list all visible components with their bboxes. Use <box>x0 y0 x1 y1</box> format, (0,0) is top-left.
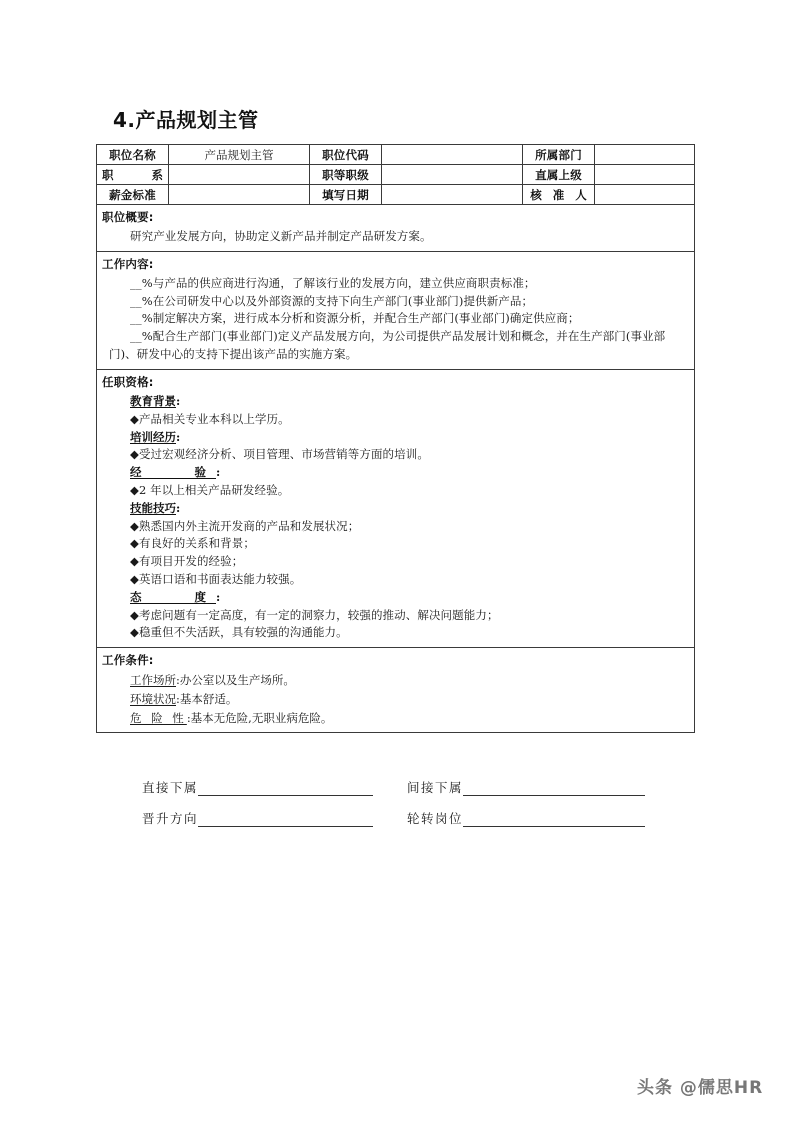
page-title: 4.产品规划主管 <box>113 108 259 132</box>
qualification-item: ◆考虑问题有一定高度，有一定的洞察力，较强的推动、解决问题能力； <box>130 607 499 622</box>
footer-fields <box>96 778 694 840</box>
qualification-item: ◆产品相关专业本科以上学历。 <box>130 411 290 426</box>
qualification-group-label-education: 教育背景: <box>130 393 181 408</box>
field-label-job-family: 职 系 <box>97 165 169 185</box>
footer-input-rotation[interactable] <box>463 815 645 827</box>
footer-row <box>96 778 694 796</box>
table-row <box>97 165 695 185</box>
field-value-approver[interactable] <box>595 185 695 205</box>
field-value-fill-date[interactable] <box>382 185 523 205</box>
duty-item <box>97 310 694 328</box>
qualification-item: ◆有项目开发的经验； <box>130 554 244 569</box>
duty-item <box>97 275 694 293</box>
qualification-group-label-experience: 经 验: <box>130 465 221 480</box>
field-label-fill-date: 填写日期 <box>310 185 382 205</box>
footer-label-promotion: 晋升方向 <box>142 811 199 826</box>
qualification-item: ◆熟悉国内外主流开发商的产品和发展状况； <box>130 518 360 533</box>
summary-text: 研究产业发展方向，协助定义新产品并制定产品研发方案。 <box>130 229 432 243</box>
field-value-direct-supervisor[interactable] <box>595 165 695 185</box>
qualification-group-label-training: 培训经历: <box>130 429 181 444</box>
footer-field-indirect-subordinate <box>401 778 645 796</box>
footer-input-direct-subordinate[interactable] <box>198 784 373 796</box>
duty-item <box>97 293 694 311</box>
footer-input-indirect-subordinate[interactable] <box>463 784 645 796</box>
qualification-item: ◆英语口语和书面表达能力较强。 <box>130 572 302 586</box>
qualification-item: ◆有良好的关系和背景； <box>130 536 255 551</box>
table-row <box>97 145 695 165</box>
footer-field-direct-subordinate <box>96 778 401 796</box>
footer-label-indirect-subordinate: 间接下属 <box>407 780 464 795</box>
footer-label-direct-subordinate: 直接下属 <box>142 780 199 795</box>
field-label-department: 所属部门 <box>523 145 595 165</box>
qualification-item: ◆受过宏观经济分析、项目管理、市场营销等方面的培训。 <box>130 447 429 462</box>
duty-item-text: __%与产品的供应商进行沟通，了解该行业的发展方向，建立供应商职责标准； <box>130 275 536 290</box>
duty-item-text: __%配合生产部门(事业部门)定义产品发展方向，为公司提供产品发展计划和概念，并在生产部门(事业部门)、研发中心的支持下提出该产品的实施方案。 <box>109 329 666 362</box>
table-row <box>97 185 695 205</box>
duty-item-text: __%制定解决方案，进行成本分析和资源分析，并配合生产部门(事业部门)确定供应商； <box>130 311 580 326</box>
field-label-job-grade: 职等职级 <box>310 165 382 185</box>
field-label-approver: 核 准 人 <box>523 185 595 205</box>
footer-input-promotion[interactable] <box>198 815 373 827</box>
field-label-salary-standard: 薪金标准 <box>97 185 169 205</box>
section-heading-summary: 职位概要: <box>102 210 154 224</box>
section-heading-duties: 工作内容: <box>102 256 154 271</box>
section-heading-qualifications: 任职资格: <box>102 374 154 389</box>
duty-item <box>97 328 694 364</box>
duty-item-text: __%在公司研发中心以及外部资源的支持下向生产部门(事业部门)提供新产品； <box>130 293 534 308</box>
job-info-table <box>96 144 695 733</box>
field-value-job-code[interactable] <box>382 145 523 165</box>
work-condition-hazard: 危 险 性:基本无危险,无职业病危险。 <box>130 710 333 725</box>
qualification-group-label-attitude: 态 度: <box>130 589 221 604</box>
section-job-summary <box>97 205 695 252</box>
field-value-department[interactable] <box>595 145 695 165</box>
section-work-conditions <box>97 648 695 733</box>
field-value-job-grade[interactable] <box>382 165 523 185</box>
qualification-item: ◆2 年以上相关产品研发经验。 <box>130 482 290 497</box>
qualification-item: ◆稳重但不失活跃，具有较强的沟通能力。 <box>130 625 348 640</box>
field-label-job-code: 职位代码 <box>310 145 382 165</box>
field-label-direct-supervisor: 直属上级 <box>523 165 595 185</box>
field-value-job-family[interactable] <box>169 165 310 185</box>
watermark: 头条 @儒思HR <box>637 1078 764 1098</box>
section-qualifications <box>97 369 695 647</box>
qualification-group-label-skills: 技能技巧: <box>130 500 181 515</box>
footer-row <box>96 809 694 827</box>
work-condition-environment: 环境状况:基本舒适。 <box>130 691 238 706</box>
section-heading-work-conditions: 工作条件: <box>102 653 154 668</box>
field-value-salary-standard[interactable] <box>169 185 310 205</box>
footer-label-rotation: 轮转岗位 <box>407 811 464 826</box>
work-condition-workplace: 工作场所:办公室以及生产场所。 <box>130 673 295 688</box>
section-job-duties <box>97 251 695 369</box>
field-value-job-title[interactable]: 产品规划主管 <box>169 145 310 165</box>
footer-field-promotion <box>96 809 401 827</box>
field-label-job-title: 职位名称 <box>97 145 169 165</box>
footer-field-rotation <box>401 809 645 827</box>
